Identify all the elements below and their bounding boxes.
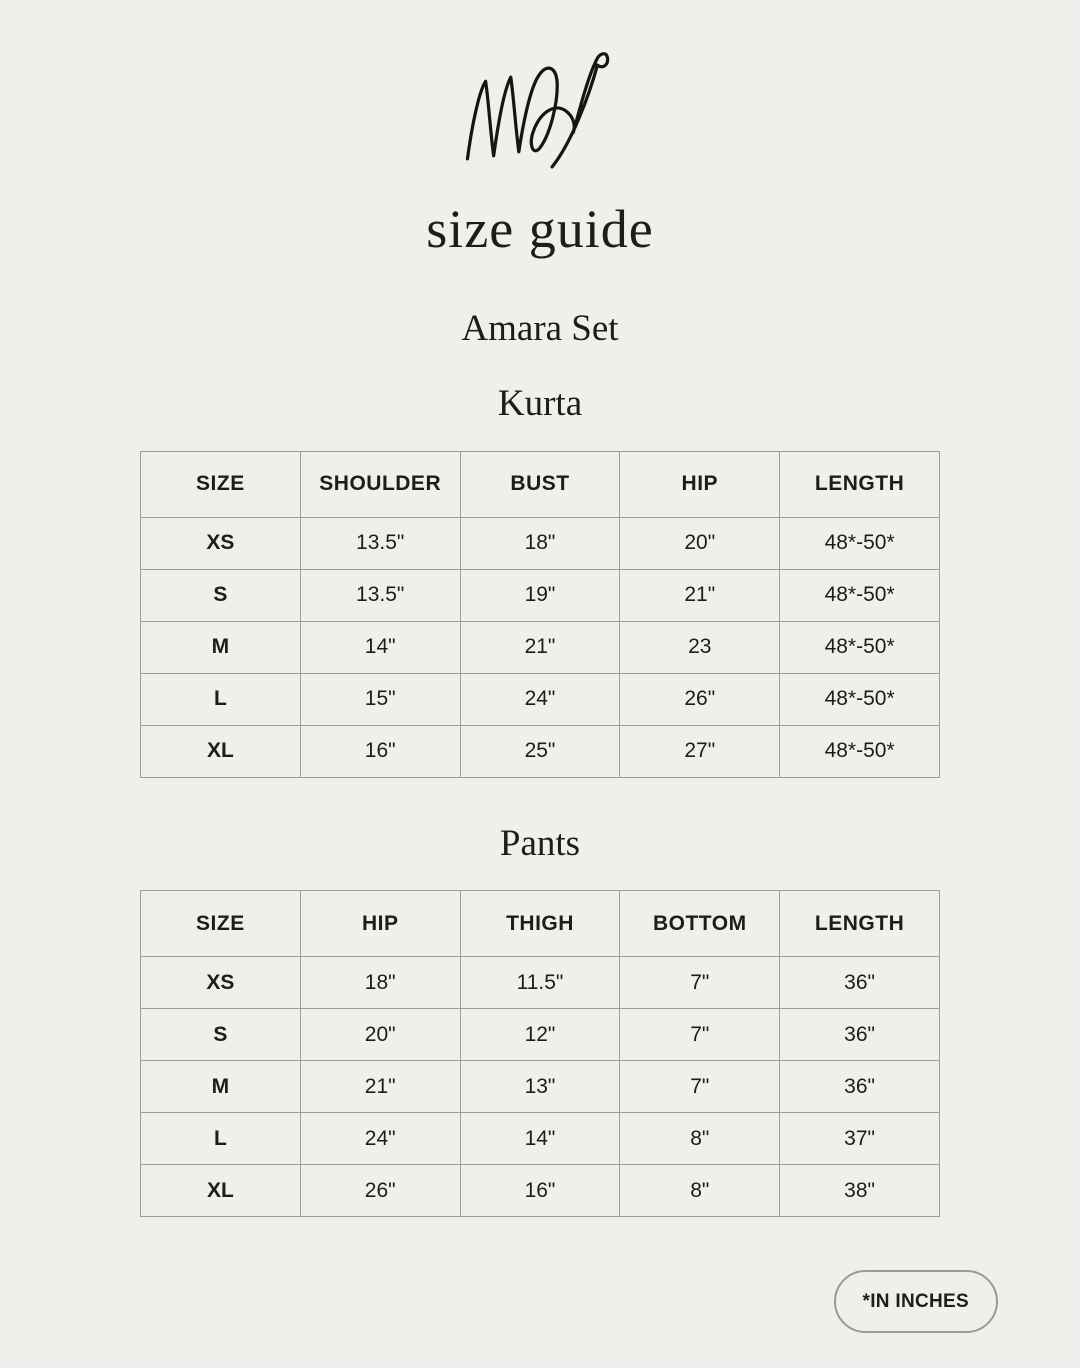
- units-note-pill: *IN INCHES: [834, 1270, 998, 1333]
- size-cell: L: [141, 673, 301, 725]
- size-cell: L: [141, 1113, 301, 1165]
- measurement-cell: 11.5": [460, 957, 620, 1009]
- measurement-cell: 18": [300, 957, 460, 1009]
- measurement-cell: 27": [620, 725, 780, 777]
- measurement-cell: 48*-50*: [780, 673, 940, 725]
- size-cell: XL: [141, 1165, 301, 1217]
- measurement-cell: 25": [460, 725, 620, 777]
- measurement-cell: 38": [780, 1165, 940, 1217]
- measurement-cell: 8": [620, 1113, 780, 1165]
- column-header: HIP: [300, 891, 460, 957]
- table-row: [141, 957, 940, 1009]
- size-cell: M: [141, 1061, 301, 1113]
- measurement-cell: 19": [460, 569, 620, 621]
- measurement-cell: 7": [620, 1009, 780, 1061]
- size-cell: XS: [141, 517, 301, 569]
- measurement-cell: 20": [620, 517, 780, 569]
- measurement-cell: 37": [780, 1113, 940, 1165]
- column-header: BUST: [460, 451, 620, 517]
- table-row: [141, 1061, 940, 1113]
- column-header: LENGTH: [780, 891, 940, 957]
- measurement-cell: 13.5": [300, 517, 460, 569]
- table-row: [141, 517, 940, 569]
- section-heading-kurta: Kurta: [497, 383, 583, 425]
- size-cell: M: [141, 621, 301, 673]
- measurement-cell: 16": [460, 1165, 620, 1217]
- measurement-cell: 26": [300, 1165, 460, 1217]
- brand-logo-wrap: [0, 0, 1080, 182]
- table-row: [141, 1165, 940, 1217]
- measurement-cell: 48*-50*: [780, 725, 940, 777]
- column-header: LENGTH: [780, 451, 940, 517]
- measurement-cell: 7": [620, 957, 780, 1009]
- measurement-cell: 15": [300, 673, 460, 725]
- column-header: THIGH: [460, 891, 620, 957]
- size-cell: XS: [141, 957, 301, 1009]
- measurement-cell: 20": [300, 1009, 460, 1061]
- size-cell: S: [141, 569, 301, 621]
- measurement-cell: 48*-50*: [780, 569, 940, 621]
- table-row: [141, 1113, 940, 1165]
- measurement-cell: 16": [300, 725, 460, 777]
- measurement-cell: 13.5": [300, 569, 460, 621]
- measurement-cell: 7": [620, 1061, 780, 1113]
- measurement-cell: 21": [620, 569, 780, 621]
- table-row: [141, 725, 940, 777]
- column-header: SIZE: [141, 451, 301, 517]
- measurement-cell: 18": [460, 517, 620, 569]
- measurement-cell: 36": [780, 1061, 940, 1113]
- measurement-cell: 48*-50*: [780, 621, 940, 673]
- column-header: BOTTOM: [620, 891, 780, 957]
- measurement-cell: 13": [460, 1061, 620, 1113]
- kurta-size-table: [140, 451, 940, 778]
- measurement-cell: 12": [460, 1009, 620, 1061]
- table-row: [141, 673, 940, 725]
- measurement-cell: 24": [300, 1113, 460, 1165]
- collection-name: Amara Set: [461, 308, 619, 350]
- measurement-cell: 26": [620, 673, 780, 725]
- measurement-cell: 36": [780, 957, 940, 1009]
- measurement-cell: 23: [620, 621, 780, 673]
- measurement-cell: 36": [780, 1009, 940, 1061]
- table-header-row: [141, 451, 940, 517]
- measurement-cell: 24": [460, 673, 620, 725]
- table-row: [141, 1009, 940, 1061]
- column-header: HIP: [620, 451, 780, 517]
- measurement-cell: 14": [460, 1113, 620, 1165]
- size-cell: XL: [141, 725, 301, 777]
- size-cell: S: [141, 1009, 301, 1061]
- measurement-cell: 14": [300, 621, 460, 673]
- mw-signature-logo-icon: [456, 46, 624, 182]
- measurement-cell: 8": [620, 1165, 780, 1217]
- section-heading-pants: Pants: [499, 822, 581, 864]
- pants-size-table: [140, 890, 940, 1217]
- column-header: SIZE: [141, 891, 301, 957]
- measurement-cell: 21": [300, 1061, 460, 1113]
- table-header-row: [141, 891, 940, 957]
- table-row: [141, 569, 940, 621]
- column-header: SHOULDER: [300, 451, 460, 517]
- measurement-cell: 21": [460, 621, 620, 673]
- table-row: [141, 621, 940, 673]
- page-title: size guide: [426, 199, 654, 259]
- measurement-cell: 48*-50*: [780, 517, 940, 569]
